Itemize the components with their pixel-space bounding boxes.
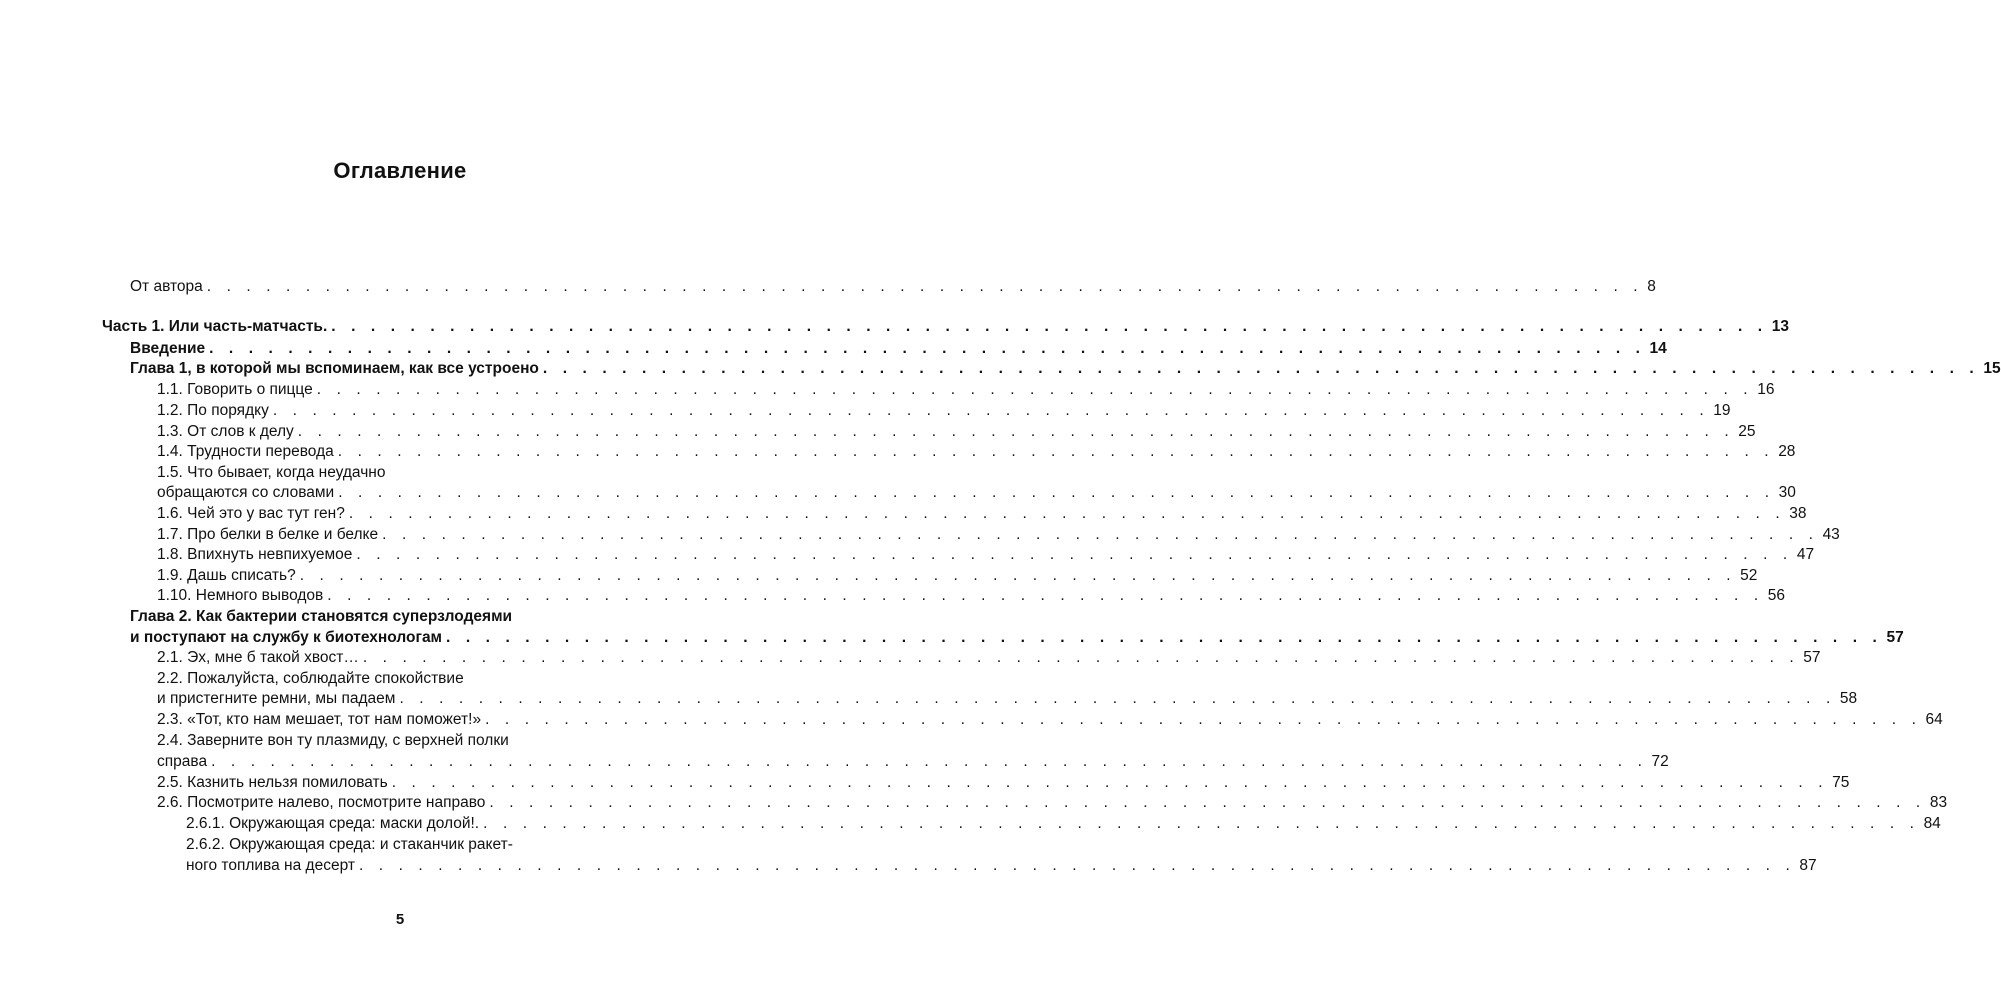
toc-entry-title: 1.7. Про белки в белке и белке	[157, 526, 379, 543]
toc-entry-title: обращаются со словами	[157, 484, 335, 501]
toc-section-entry	[157, 401, 1731, 421]
toc-entry-page: 14	[1649, 340, 1667, 357]
dot-leader: . . . . . . . . . . . . . . . . . . . . . . . . . . . . . . . . . . . . . . . . . . . . . . . . . . . . . . . . . . . . . . . . . . . . . . . . .	[297, 423, 1735, 440]
toc-entry-page: 25	[1738, 423, 1756, 440]
toc-entry-title: Часть 1. Или часть-матчасть.	[102, 318, 328, 335]
toc-entry-title: 1.10. Немного выводов	[157, 587, 324, 604]
page-title: Оглавление	[333, 158, 467, 183]
dot-leader: . . . . . . . . . . . . . . . . . . . . . . . . . . . . . . . . . . . . . . . . . . . . . . . . . . . . . . . . . . . . . . . . . . . . . . . . .	[272, 402, 1710, 419]
toc-entry-title-line1: 1.5. Что бывает, когда неудачно	[157, 464, 386, 481]
toc-entry-title-line1: 2.2. Пожалуйста, соблюдайте спокойствие	[157, 670, 464, 687]
dot-leader: . . . . . . . . . . . . . . . . . . . . . . . . . . . . . . . . . . . . . . . . . . . . . . . . . . . . . . . . . . . . . . . . . . . . . . . . .	[483, 815, 1920, 832]
toc-entry-title: 1.3. От слов к делу	[157, 423, 294, 440]
toc-entry-title-line1: 2.6.2. Окружающая среда: и стаканчик ракет-	[186, 836, 513, 853]
toc-entry-page: 16	[1757, 381, 1775, 398]
toc-entry	[130, 277, 1656, 297]
toc-entry-page: 8	[1647, 278, 1656, 295]
toc-section-entry	[157, 566, 1758, 586]
toc-entry-title: Глава 1, в которой мы вспоминаем, как все устроено	[130, 360, 539, 377]
toc-subsection-entry	[186, 856, 1817, 876]
toc-entry-page: 57	[1803, 649, 1821, 666]
toc-entry-page: 56	[1767, 587, 1785, 604]
toc-section-entry	[157, 689, 1858, 709]
dot-leader: . . . . . . . . . . . . . . . . . . . . . . . . . . . . . . . . . . . . . . . . . . . . . . . . . . . . . . . . . . . . . . . . . . . . . . . . .	[358, 857, 1796, 874]
toc-entry-page: 13	[1771, 318, 1789, 335]
toc-entry-title: 2.6.1. Окружающая среда: маски долой!.	[186, 815, 480, 832]
toc-section-entry	[157, 710, 1943, 730]
toc-section-entry	[157, 648, 1821, 668]
dot-leader: . . . . . . . . . . . . . . . . . . . . . . . . . . . . . . . . . . . . . . . . . . . . . . . . . . . . . . . . . . . . . . . . . . . . . . . . .	[327, 587, 1764, 604]
toc-chapter-entry	[130, 359, 2001, 379]
toc-entry-title: 2.1. Эх, мне б такой хвост…	[157, 649, 359, 666]
dot-leader: . . . . . . . . . . . . . . . . . . . . . . . . . . . . . . . . . . . . . . . . . . . . . . . . . . . . . . . . . . . . . . . . . . . . . . . . .	[348, 505, 1786, 522]
dot-leader: . . . . . . . . . . . . . . . . . . . . . . . . . . . . . . . . . . . . . . . . . . . . . . . . . . . . . . . . . . . . . . . . . . . . . . . . .	[356, 546, 1793, 563]
toc-entry-title: справа	[157, 753, 208, 770]
toc-section-entry	[157, 442, 1796, 462]
toc-entry-page: 38	[1789, 505, 1807, 522]
dot-leader: . . . . . . . . . . . . . . . . . . . . . . . . . . . . . . . . . . . . . . . . . . . . . . . . . . . . . . . . . . . . . . . . . . . . . . . . .	[489, 794, 1926, 811]
toc-entry-title-line1: Глава 2. Как бактерии становятся суперзлодеями	[130, 608, 513, 625]
toc-entry-page: 75	[1832, 774, 1850, 791]
dot-leader: . . . . . . . . . . . . . . . . . . . . . . . . . . . . . . . . . . . . . . . . . . . . . . . . . . . . . . . . . . . . . . . . . . . . . . . . .	[446, 629, 1883, 646]
toc-entry-page: 19	[1713, 402, 1731, 419]
toc-entry-page: 43	[1822, 526, 1840, 543]
toc-entry-page: 15	[1983, 360, 2001, 377]
toc-entry-page: 30	[1778, 484, 1796, 501]
toc-entry-title: 1.1. Говорить о пицце	[157, 381, 313, 398]
toc-entry-title: 1.4. Трудности перевода	[157, 443, 334, 460]
toc-chapter-entry	[130, 339, 1667, 359]
toc-entry-title: 2.5. Казнить нельзя помиловать	[157, 774, 388, 791]
dot-leader: . . . . . . . . . . . . . . . . . . . . . . . . . . . . . . . . . . . . . . . . . . . . . . . . . . . . . . . . . . . . . . . . . . . . . . . . .	[391, 774, 1829, 791]
dot-leader: . . . . . . . . . . . . . . . . . . . . . . . . . . . . . . . . . . . . . . . . . . . . . . . . . . . . . . . . . . . . . . . . . . . . . . . . .	[316, 381, 1754, 398]
toc-entry-page: 83	[1929, 794, 1948, 811]
dot-leader: . . . . . . . . . . . . . . . . . . . . . . . . . . . . . . . . . . . . . . . . . . . . . . . . . . . . . . . . . . . . . . . . . . . . . . . . .	[542, 360, 1980, 377]
toc-section-entry	[157, 793, 1948, 813]
toc-entry-page: 28	[1778, 443, 1796, 460]
dot-leader: . . . . . . . . . . . . . . . . . . . . . . . . . . . . . . . . . . . . . . . . . . . . . . . . . . . . . . . . . . . . . . . . . . . . . . . . .	[209, 340, 1646, 357]
dot-leader: . . . . . . . . . . . . . . . . . . . . . . . . . . . . . . . . . . . . . . . . . . . . . . . . . . . . . . . . . . . . . . . . . . . . . . . . .	[382, 526, 1819, 543]
toc-section-entry	[157, 773, 1850, 793]
toc-entry-page: 84	[1923, 815, 1941, 832]
toc-entry-page: 72	[1651, 753, 1669, 770]
toc-entry-page: 87	[1799, 857, 1817, 874]
toc-section-entry	[157, 545, 1815, 565]
toc-entry-title: Введение	[130, 340, 206, 357]
toc-entry-title: 2.3. «Тот, кто нам мешает, тот нам поможет!»	[157, 711, 482, 728]
toc-section-entry	[157, 422, 1756, 442]
toc-entry-page: 64	[1925, 711, 1943, 728]
toc-section-entry	[157, 525, 1840, 545]
dot-leader: . . . . . . . . . . . . . . . . . . . . . . . . . . . . . . . . . . . . . . . . . . . . . . . . . . . . . . . . . . . . . . . . . . . . . . . . .	[362, 649, 1800, 666]
dot-leader: . . . . . . . . . . . . . . . . . . . . . . . . . . . . . . . . . . . . . . . . . . . . . . . . . . . . . . . . . . . . . . . . . . . . . . . . .	[338, 484, 1775, 501]
toc-chapter-entry	[130, 628, 1904, 648]
toc-entry-title: и пристегните ремни, мы падаем	[157, 690, 396, 707]
toc-section-entry	[157, 483, 1796, 503]
toc-entry-title: От автора	[130, 278, 203, 295]
toc-entry-title: и поступают на службу к биотехнологам	[130, 629, 443, 646]
toc-section-entry	[157, 752, 1669, 772]
dot-leader: . . . . . . . . . . . . . . . . . . . . . . . . . . . . . . . . . . . . . . . . . . . . . . . . . . . . . . . . . . . . . . . . . . . . . . . . .	[337, 443, 1775, 460]
dot-leader: . . . . . . . . . . . . . . . . . . . . . . . . . . . . . . . . . . . . . . . . . . . . . . . . . . . . . . . . . . . . . . . . . . . . . . . . .	[399, 690, 1836, 707]
dot-leader: . . . . . . . . . . . . . . . . . . . . . . . . . . . . . . . . . . . . . . . . . . . . . . . . . . . . . . . . . . . . . . . . . . . . . . . . .	[299, 567, 1737, 584]
toc-entry-page: 57	[1886, 629, 1904, 646]
page-number: 5	[395, 911, 405, 928]
toc-entry-title: 1.8. Впихнуть невпихуемое	[157, 546, 353, 563]
toc-entry-title: 1.9. Дашь списать?	[157, 567, 296, 584]
toc-section-entry	[157, 504, 1807, 524]
toc-entry-title: ного топлива на десерт	[186, 857, 355, 874]
toc-entry-page: 47	[1796, 546, 1815, 563]
toc-entry-page: 52	[1740, 567, 1758, 584]
toc-subsection-entry	[186, 814, 1941, 834]
dot-leader: . . . . . . . . . . . . . . . . . . . . . . . . . . . . . . . . . . . . . . . . . . . . . . . . . . . . . . . . . . . . . . . . . . . . . . . . .	[485, 711, 1922, 728]
toc-entry-title: 2.6. Посмотрите налево, посмотрите направо	[157, 794, 486, 811]
dot-leader: . . . . . . . . . . . . . . . . . . . . . . . . . . . . . . . . . . . . . . . . . . . . . . . . . . . . . . . . . . . . . . . . . . . . . . . . .	[206, 278, 1644, 295]
toc-entry-title: 1.6. Чей это у вас тут ген?	[157, 505, 345, 522]
toc-section-entry	[157, 586, 1785, 606]
toc-entry-page: 58	[1839, 690, 1858, 707]
toc-part-entry	[102, 317, 1789, 337]
toc-section-entry	[157, 380, 1775, 400]
dot-leader: . . . . . . . . . . . . . . . . . . . . . . . . . . . . . . . . . . . . . . . . . . . . . . . . . . . . . . . . . . . . . . . . . . . . . . . . .	[211, 753, 1648, 770]
toc-entry-title-line1: 2.4. Заверните вон ту плазмиду, с верхней полки	[157, 732, 509, 749]
dot-leader: . . . . . . . . . . . . . . . . . . . . . . . . . . . . . . . . . . . . . . . . . . . . . . . . . . . . . . . . . . . . . . . . . . . . . . . . .	[331, 318, 1768, 335]
toc-entry-title: 1.2. По порядку	[157, 402, 269, 419]
